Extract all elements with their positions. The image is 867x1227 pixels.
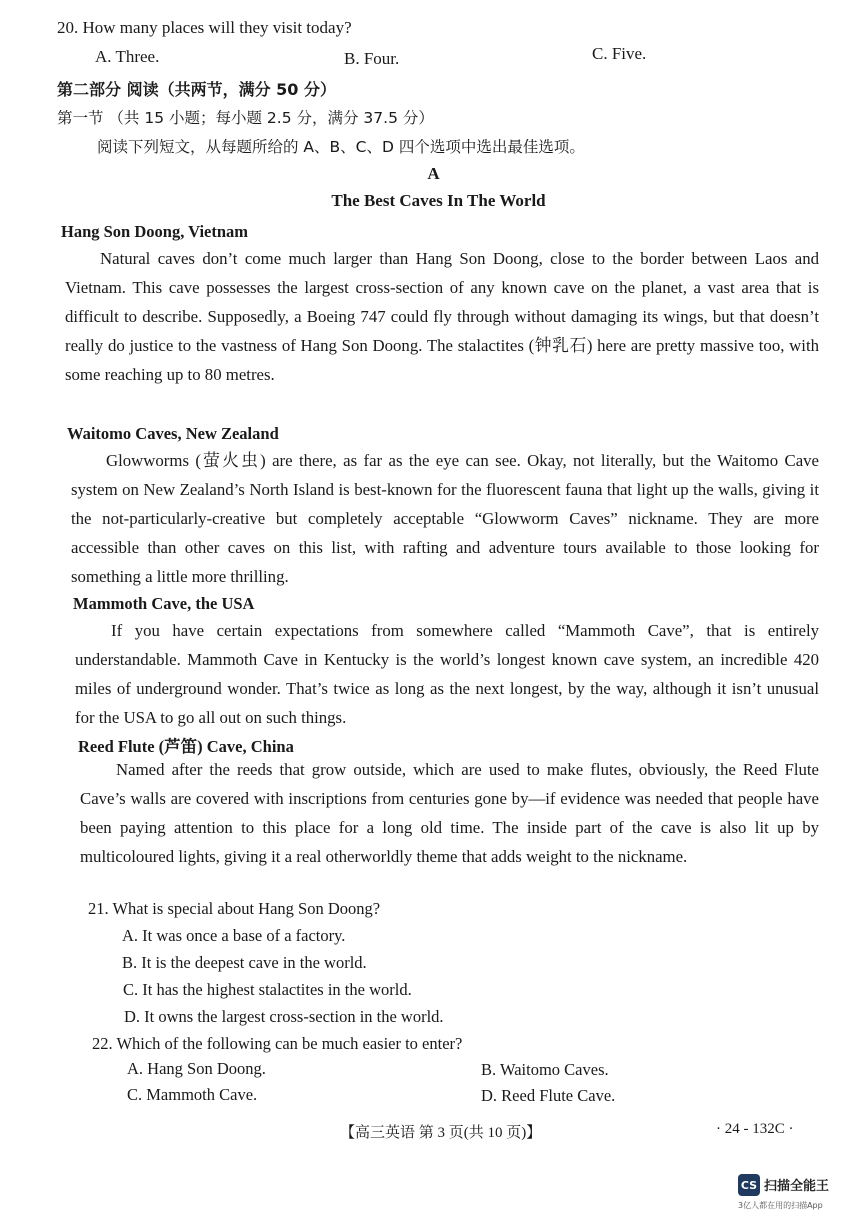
scanner-app-name: 扫描全能王 xyxy=(764,1179,830,1194)
q20-question: 20. How many places will they visit today? xyxy=(57,18,352,37)
q22-option-d: D. Reed Flute Cave. xyxy=(481,1086,616,1105)
cave-title-reed-flute: Reed Flute (芦笛) Cave, China xyxy=(78,737,294,756)
cave-text-mammoth: If you have certain expectations from somewhere called “Mammoth Cave”, that is entirely understandable. Mammoth Cave in Kentucky is the world’s longest known cave system, an incredible 420 miles of underground wonder. That’s twice as long as the next longest, by the way, although it isn’t unusual for the USA to go all out on such things. xyxy=(75,621,819,727)
q20-option-b: B. Four. xyxy=(344,49,400,68)
q22-option-a: A. Hang Son Doong. xyxy=(127,1059,266,1078)
page-footer: 【高三英语 第 3 页(共 10 页)】 xyxy=(340,1125,542,1141)
passage-title: The Best Caves In The World xyxy=(331,191,546,210)
section-sub1-heading: 第一节 （共 15 小题；每小题 2.5 分，满分 37.5 分） xyxy=(57,109,434,127)
cave-text-hang-son-doong: Natural caves don’t come much larger than Hang Son Doong, close to the border between Laos and Vietnam. This cave possesses the largest cross-section of any known cave on the planet, a vast area that is difficult to describe. Supposedly, a Boeing 747 could fly through without damaging its wings, but that doesn’t really do justice to the vastness of Hang Son Doong. The stalactites (钟乳石) here are pretty massive too, with some reaching up to 80 metres. xyxy=(65,249,819,384)
cave-title-hang-son-doong: Hang Son Doong, Vietnam xyxy=(61,222,249,241)
q21-option-b: B. It is the deepest cave in the world. xyxy=(122,953,367,972)
passage-letter: A xyxy=(427,164,440,183)
q21-option-c: C. It has the highest stalactites in the world. xyxy=(123,980,412,999)
q21-option-a: A. It was once a base of a factory. xyxy=(122,926,346,945)
q20-option-a: A. Three. xyxy=(95,47,160,66)
q22-question: 22. Which of the following can be much easier to enter? xyxy=(92,1034,463,1053)
cave-title-waitomo: Waitomo Caves, New Zealand xyxy=(67,424,279,443)
camscanner-logo-icon: CS xyxy=(738,1174,760,1196)
cave-text-reed-flute: Named after the reeds that grow outside, which are used to make flutes, obviously, the Reed Flute Cave’s walls are covered with inscriptions from centuries gone by—if evidence was needed that people have been paying attention to this place for a long old time. The inside part of the cave is also lit up by multicoloured lights, giving it a real otherworldly theme that adds weight to the nickname. xyxy=(80,760,819,866)
q22-option-c: C. Mammoth Cave. xyxy=(127,1085,258,1104)
cave-text-waitomo: Glowworms (萤火虫) are there, as far as the eye can see. Okay, not literally, but the Waitomo Cave system on New Zealand’s North Island is best-known for the fluorescent fauna that light up the walls, giving it the not-particularly-creative but completely acceptable “Glowworm Caves” nickname. They are more accessible than other caves on this list, with rafting and adventure tours available to those looking for something a little more thrilling. xyxy=(71,451,819,586)
cave-title-mammoth: Mammoth Cave, the USA xyxy=(73,594,255,613)
scanner-tagline: 3亿人都在用的扫描App xyxy=(738,1201,823,1210)
paper-code: · 24 - 132C · xyxy=(716,1121,794,1137)
section-part2-heading: 第二部分 阅读（共两节，满分 50 分） xyxy=(57,80,336,99)
q21-option-d: D. It owns the largest cross-section in the world. xyxy=(124,1007,444,1026)
q20-option-c: C. Five. xyxy=(592,44,647,63)
section-instruction: 阅读下列短文，从每题所给的 A、B、C、D 四个选项中选出最佳选项。 xyxy=(97,138,585,156)
q22-option-b: B. Waitomo Caves. xyxy=(481,1060,609,1079)
q21-question: 21. What is special about Hang Son Doong? xyxy=(88,899,381,918)
